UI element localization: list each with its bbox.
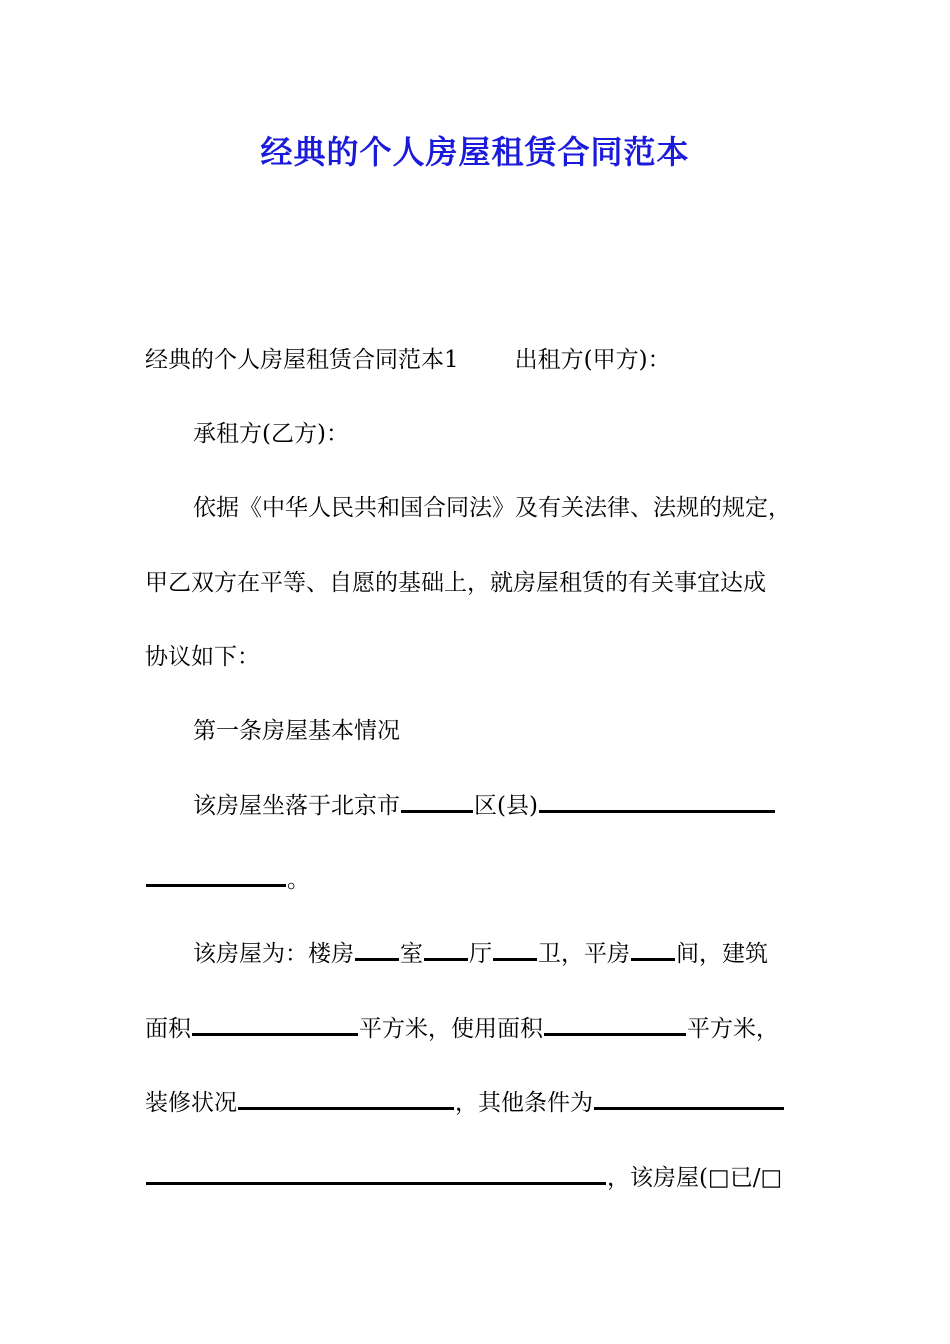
paragraph-text: 间，建筑: [676, 941, 768, 967]
fill-blank[interactable]: [146, 868, 286, 887]
paragraph-text: 面积: [145, 1016, 191, 1042]
paragraph-line: [145, 563, 810, 603]
paragraph-text: 甲乙双方在平等、自愿的基础上，就房屋租赁的有关事宜达成: [145, 570, 766, 596]
fill-blank[interactable]: [493, 942, 537, 961]
paragraph-line: [145, 1009, 810, 1049]
fill-blank[interactable]: [594, 1091, 784, 1110]
fill-blank[interactable]: [192, 1017, 358, 1036]
paragraph-line: [193, 934, 810, 974]
paragraph-text: 厅: [469, 941, 492, 967]
fill-blank[interactable]: [401, 794, 473, 813]
paragraph-text: 协议如下：: [145, 644, 260, 670]
paragraph-line: [145, 340, 810, 380]
fill-blank[interactable]: [424, 942, 468, 961]
lessor-label: 出租方(甲方)：: [514, 347, 671, 373]
lessee-label: 承租方(乙方)：: [193, 421, 349, 447]
fill-blank[interactable]: [544, 1017, 686, 1036]
paragraph-text: 装修状况: [145, 1090, 237, 1116]
paragraph-text: 室: [400, 941, 423, 967]
section-heading-text: 第一条房屋基本情况: [193, 718, 400, 744]
paragraph-text: 平方米，: [687, 1016, 779, 1042]
paragraph-text: ，该房屋(□已/□: [607, 1165, 783, 1191]
contract-heading-text: 经典的个人房屋租赁合同范本1: [145, 347, 459, 373]
paragraph-line: [145, 860, 810, 900]
paragraph-line: [193, 786, 810, 826]
fill-blank[interactable]: [631, 942, 675, 961]
fill-blank[interactable]: [355, 942, 399, 961]
paragraph-text: 。: [287, 867, 310, 893]
paragraph-text: 卫，平房: [538, 941, 630, 967]
paragraph-line: [193, 488, 810, 528]
paragraph-line: [145, 1083, 810, 1123]
fill-blank[interactable]: [238, 1091, 454, 1110]
paragraph-text: 该房屋坐落于北京市: [193, 793, 400, 819]
fill-blank[interactable]: [539, 794, 775, 813]
document-title: 经典的个人房屋租赁合同范本: [260, 133, 690, 171]
fill-blank[interactable]: [146, 1166, 606, 1185]
paragraph-text: ，其他条件为: [455, 1090, 593, 1116]
paragraph-text: 该房屋为：楼房: [193, 941, 354, 967]
paragraph-line: [145, 637, 810, 677]
paragraph-line: [145, 1158, 810, 1198]
paragraph-text: 平方米，使用面积: [359, 1016, 543, 1042]
lessee-line: [193, 414, 810, 454]
section-heading: [193, 711, 810, 751]
paragraph-text: 依据《中华人民共和国合同法》及有关法律、法规的规定，: [193, 495, 791, 521]
paragraph-text: 区(县): [474, 793, 538, 819]
